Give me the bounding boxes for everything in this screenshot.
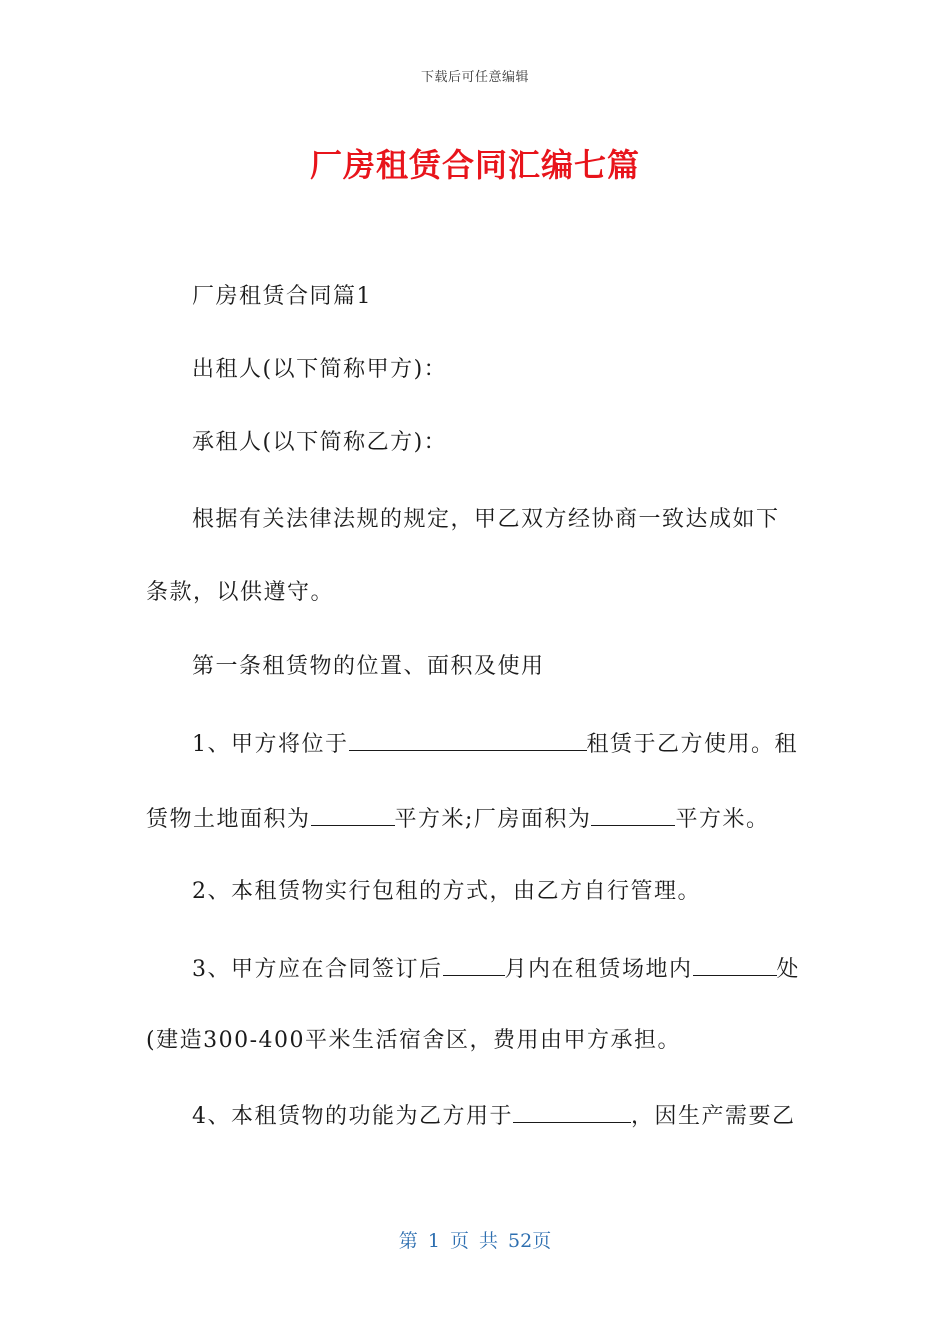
footer-label-page: 第 — [398, 1230, 418, 1252]
section-heading: 厂房租赁合同篇1 — [192, 284, 372, 309]
page-number-footer — [0, 1226, 950, 1253]
text-segment: 4、本租赁物的功能为乙方用于 — [192, 1104, 513, 1129]
text-segment: 平方米。 — [675, 807, 770, 832]
text-segment: ，因生产需要乙 — [631, 1104, 796, 1129]
fill-in-blank — [693, 953, 777, 976]
text-segment: 月内在租赁场地内 — [504, 957, 693, 982]
current-page-number: 1 — [427, 1230, 440, 1252]
lessee-line: 承租人(以下简称乙方)： — [192, 430, 448, 455]
document-title: 厂房租赁合同汇编七篇 — [309, 146, 640, 184]
text-segment: 3、甲方应在合同签订后 — [192, 957, 443, 982]
paragraph-line: 根据有关法律法规的规定，甲乙双方经协商一致达成如下 — [192, 507, 780, 532]
fill-in-blank — [443, 953, 505, 976]
header-note: 下载后可任意编辑 — [420, 70, 529, 85]
footer-label-of: 页 共 — [449, 1230, 498, 1252]
fill-in-blank — [349, 728, 587, 751]
fill-in-blank — [591, 803, 675, 826]
text-segment: 平方米;厂房面积为 — [394, 807, 592, 832]
text-segment: 1、甲方将位于 — [192, 732, 349, 757]
paragraph-line — [146, 803, 806, 835]
text-segment: 处 — [776, 957, 801, 982]
lessor-line: 出租人(以下简称甲方)： — [192, 357, 448, 382]
text-segment: 赁物土地面积为 — [146, 807, 311, 832]
paragraph-line: (建造300-400平米生活宿舍区，费用由甲方承担。 — [146, 1028, 682, 1053]
paragraph-line — [192, 728, 852, 760]
paragraph-line: 条款，以供遵守。 — [146, 580, 335, 605]
fill-in-blank — [513, 1100, 631, 1123]
paragraph-line — [192, 1100, 852, 1132]
article-heading: 第一条租赁物的位置、面积及使用 — [192, 654, 545, 679]
total-pages: 52页 — [508, 1230, 552, 1252]
text-segment: 租赁于乙方使用。租 — [586, 732, 799, 757]
fill-in-blank — [311, 803, 395, 826]
paragraph-line: 2、本租赁物实行包租的方式，由乙方自行管理。 — [192, 879, 701, 904]
paragraph-line — [192, 953, 852, 985]
